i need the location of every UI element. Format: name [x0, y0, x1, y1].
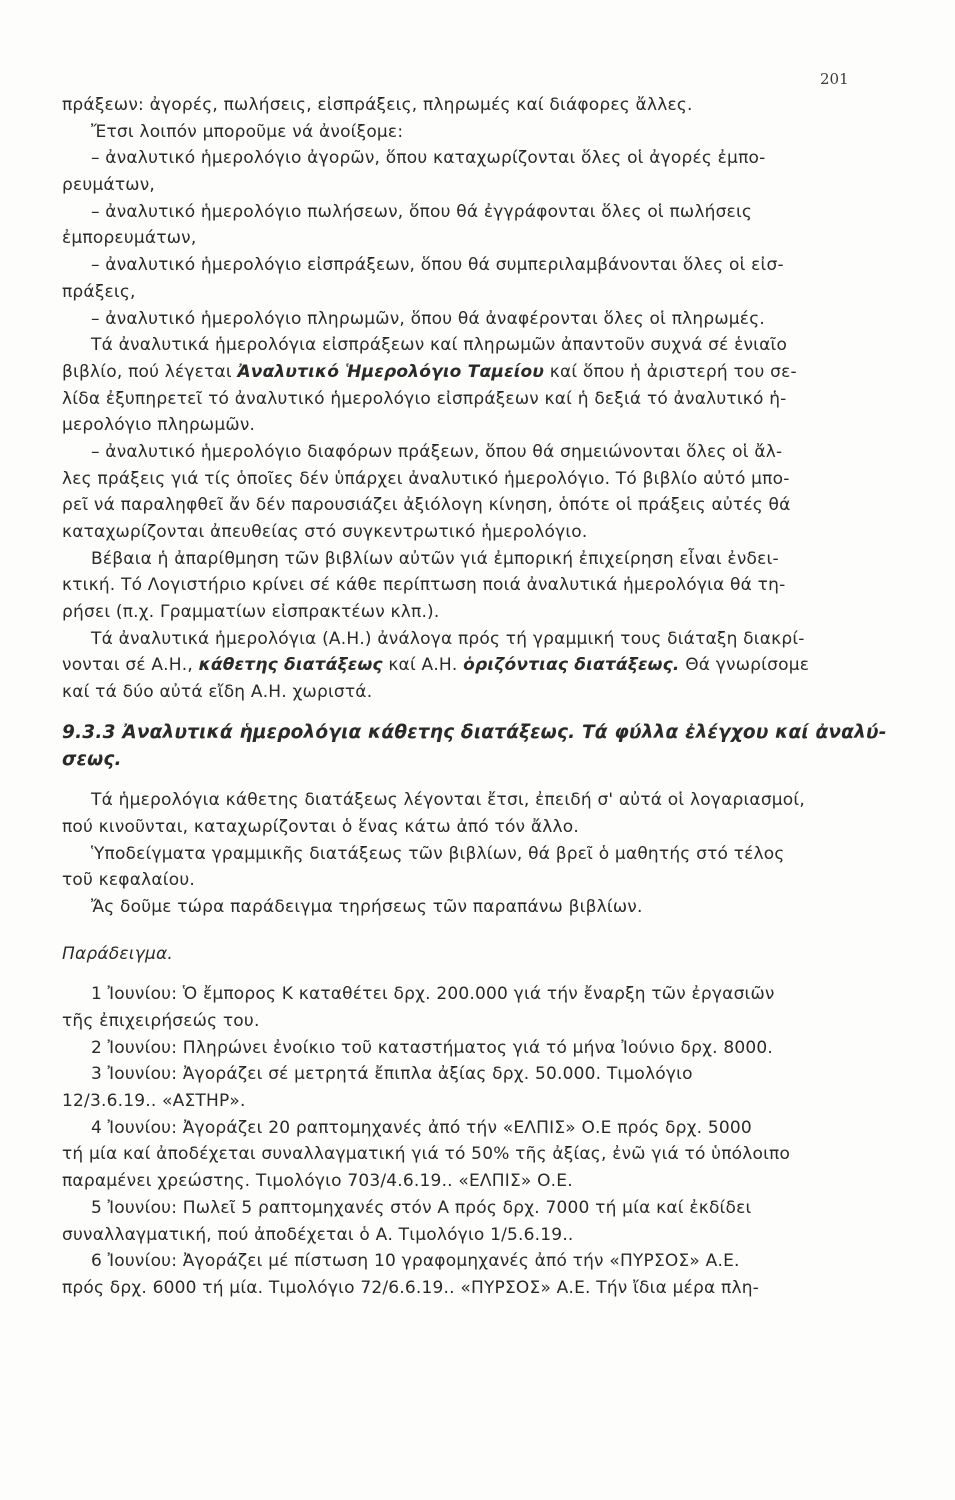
example-entry-cont: συναλλαγματική, πού ἀποδέχεται ὁ Α. Τιμολόγιο 1/5.6.19..: [62, 1224, 574, 1245]
text-line: τοῦ κεφαλαίου.: [62, 870, 195, 891]
list-item: – ἀναλυτικό ἡμερολόγιο διαφόρων πράξεων, ὅπου θά σημειώνονται ὅλες οἱ ἄλ-: [91, 441, 783, 462]
text-line: ρευμάτων,: [62, 175, 156, 196]
list-item: – ἀναλυτικό ἡμερολόγιο πωλήσεων, ὅπου θά ἐγγράφονται ὅλες οἱ πωλήσεις: [91, 201, 753, 222]
example-entry: 5 Ἰουνίου: Πωλεῖ 5 ραπτομηχανές στόν Α πρός δρχ. 7000 τή μία καί ἐκδίδει: [91, 1197, 752, 1218]
text-line: [62, 652, 882, 679]
text-span: καί ὅπου ἡ ἀριστερή του σε-: [544, 361, 797, 382]
spacer: [62, 921, 882, 941]
emphasis-term: ὁριζόντιας διατάξεως.: [463, 655, 680, 676]
text-line: καί τά δύο αὐτά εἴδη Α.Η. χωριστά.: [62, 682, 373, 703]
emphasis-term: Ἀναλυτικό Ἡμερολόγιο Ταμείου: [237, 361, 545, 382]
text-line: Τά ἡμερολόγια κάθετης διατάξεως λέγονται ἔτσι, ἐπειδή σ' αὐτά οἱ λογαριασμοί,: [91, 790, 805, 811]
text-line: ρήσει (π.χ. Γραμματίων εἰσπρακτέων κλπ.).: [62, 602, 440, 623]
text-line: πράξεων: ἀγορές, πωλήσεις, εἰσπράξεις, πληρωμές καί διάφορες ἄλλες.: [62, 95, 693, 115]
text-span: καί Α.Η.: [382, 655, 464, 676]
text-line: Τά ἀναλυτικά ἡμερολόγια (Α.Η.) ἀνάλογα πρός τή γραμμική τους διάταξη διακρί-: [91, 628, 805, 649]
text-line: λίδα ἐξυπηρετεῖ τό ἀναλυτικό ἡμερολόγιο εἰσπράξεων καί ἡ δεξιά τό ἀναλυτικό ἡ-: [62, 388, 787, 409]
list-item: – ἀναλυτικό ἡμερολόγιο πληρωμῶν, ὅπου θά ἀναφέρονται ὅλες οἱ πληρωμές.: [91, 308, 765, 329]
example-entry: 2 Ἰουνίου: Πληρώνει ἐνοίκιο τοῦ καταστήματος γιά τό μήνα Ἰούνιο δρχ. 8000.: [91, 1037, 773, 1058]
text-line: [62, 359, 882, 386]
text-line: ρεῖ νά παραληφθεῖ ἄν δέν παρουσιάζει ἀξιόλογη κίνηση, ὁπότε οἱ πράξεις αὐτές θά: [62, 495, 791, 516]
example-entry: 6 Ἰουνίου: Ἀγοράζει μέ πίστωση 10 γραφομηχανές ἀπό τήν «ΠΥΡΣΟΣ» Α.Ε.: [91, 1251, 740, 1272]
list-item: – ἀναλυτικό ἡμερολόγιο ἀγορῶν, ὅπου καταχωρίζονται ὅλες οἱ ἀγορές ἐμπο-: [91, 148, 766, 169]
list-item: – ἀναλυτικό ἡμερολόγιο εἰσπράξεων, ὅπου θά συμπεριλαμβάνονται ὅλες οἱ εἰσ-: [91, 255, 784, 276]
emphasis-term: κάθετης διατάξεως: [198, 655, 383, 676]
example-title: Παράδειγμα.: [62, 943, 174, 964]
text-line: Τά ἀναλυτικά ἡμερολόγια εἰσπράξεων καί πληρωμῶν ἀπαντοῦν συχνά σέ ἑνιαῖο: [91, 335, 788, 356]
text-span: Θά γνωρίσομε: [679, 655, 810, 676]
spacer: [62, 967, 882, 981]
text-line: Βέβαια ἡ ἀπαρίθμηση τῶν βιβλίων αὐτῶν γιά ἐμπορική ἐπιχείρηση εἶναι ἐνδει-: [91, 548, 779, 569]
text-line: μερολόγιο πληρωμῶν.: [62, 415, 256, 436]
example-entry: 1 Ἰουνίου: Ὁ ἔμπορος Κ καταθέτει δρχ. 200.000 γιά τήν ἔναρξη τῶν ἐργασιῶν: [91, 984, 775, 1005]
text-line: καταχωρίζονται ἀπευθείας στό συγκεντρωτικό ἡμερολόγιο.: [62, 522, 588, 542]
spacer: [62, 773, 882, 787]
page-number: 201: [820, 70, 849, 88]
text-line: ἐμπορευμάτων,: [62, 228, 197, 249]
body-text: [62, 92, 887, 1302]
example-entry-cont: παραμένει χρεώστης. Τιμολόγιο 703/4.6.19.. «ΕΛΠΙΣ» Ο.Ε.: [62, 1171, 573, 1192]
example-entry-cont: τή μία καί ἀποδέχεται συναλλαγματική γιά τό 50% τῆς ἀξίας, ἐνῶ γιά τό ὑπόλοιπο: [62, 1144, 791, 1165]
text-line: Ἄς δοῦμε τώρα παράδειγμα τηρήσεως τῶν παραπάνω βιβλίων.: [91, 896, 643, 917]
section-heading: 9.3.3 Ἀναλυτικά ἡμερολόγια κάθετης διατάξεως. Τά φύλλα ἐλέγχου καί ἀναλύ-: [62, 721, 887, 743]
text-line: Ἔτσι λοιπόν μποροῦμε νά ἀνοίξομε:: [91, 121, 404, 142]
example-entry-cont: τῆς ἐπιχειρήσεώς του.: [62, 1011, 260, 1031]
text-span: νονται σέ Α.Η.,: [62, 655, 199, 676]
example-entry-cont: 12/3.6.19.. «ΑΣΤΗΡ».: [62, 1091, 246, 1112]
example-entry: 4 Ἰουνίου: Ἀγοράζει 20 ραπτομηχανές ἀπό τήν «ΕΛΠΙΣ» Ο.Ε πρός δρχ. 5000: [91, 1117, 752, 1138]
text-line: πράξεις,: [62, 281, 136, 302]
text-span: βιβλίο, πού λέγεται: [62, 361, 238, 382]
text-line: κτική. Τό Λογιστήριο κρίνει σέ κάθε περίπτωση ποιά ἀναλυτικά ἡμερολόγια θά τη-: [62, 575, 786, 596]
section-heading-continued: σεως.: [62, 748, 122, 770]
text-line: πού κινοῦνται, καταχωρίζονται ὁ ἕνας κάτω ἀπό τόν ἄλλο.: [62, 816, 579, 837]
text-line: Ὑποδείγματα γραμμικῆς διατάξεως τῶν βιβλίων, θά βρεῖ ὁ μαθητής στό τέλος: [91, 843, 785, 864]
text-line: λες πράξεις γιά τίς ὁποῖες δέν ὑπάρχει ἀναλυτικό ἡμερολόγιο. Τό βιβλίο αὐτό μπο-: [62, 468, 790, 489]
example-entry-cont: πρός δρχ. 6000 τή μία. Τιμολόγιο 72/6.6.19.. «ΠΥΡΣΟΣ» Α.Ε. Τήν ἴδια μέρα πλη-: [62, 1277, 760, 1298]
example-entry: 3 Ἰουνίου: Ἀγοράζει σέ μετρητά ἔπιπλα ἀξίας δρχ. 50.000. Τιμολόγιο: [91, 1064, 693, 1085]
